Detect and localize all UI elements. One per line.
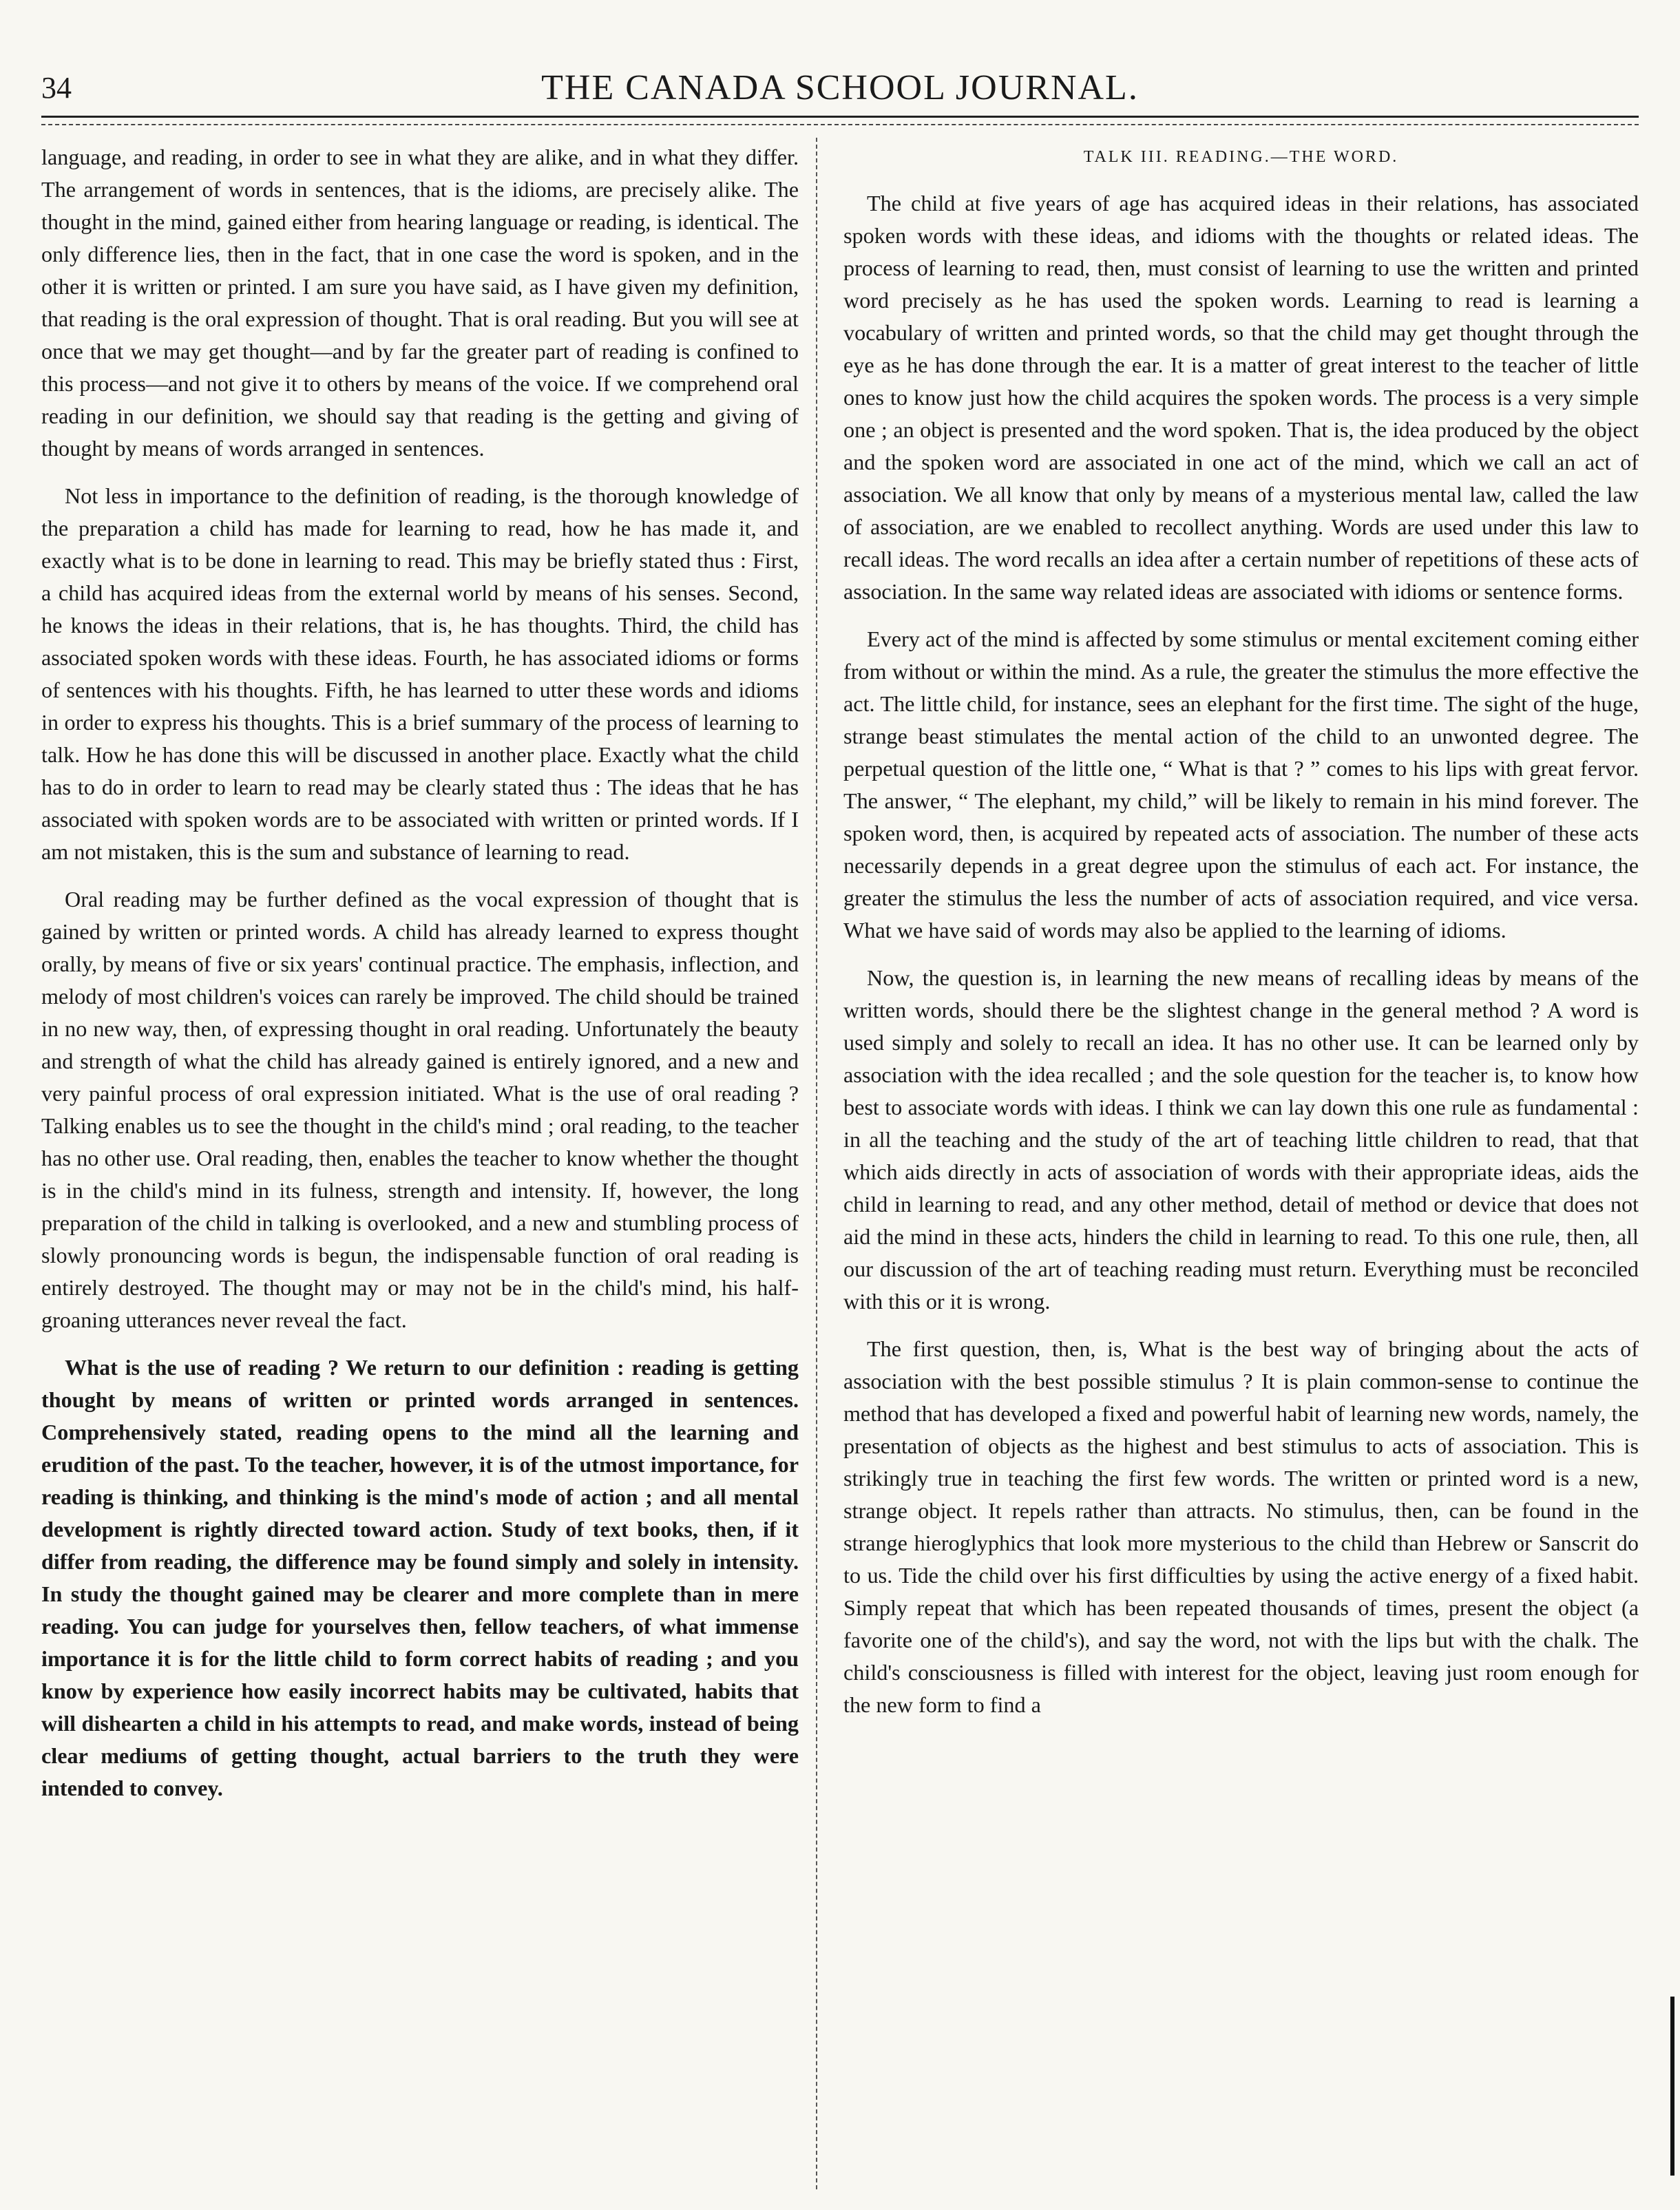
- journal-page: [41, 0, 1639, 2210]
- left-paragraph-4: What is the use of reading ? We return to our definition : reading is getting thought by means of written or printed words arranged in sentences. Comprehensively stated, reading opens to the mind all the learning and erudition of the past. To the teacher, however, it is of the utmost importance, for reading is thinking, and thinking is the mind's mode of action ; and all mental development is rightly directed toward action. Study of text books, then, if it differ from reading, the difference may be found simply and solely in intensity. In study the thought gained may be clearer and more complete than in mere reading. You can judge for yourselves then, fellow teachers, of what immense importance it is for the little child to form correct habits of reading ; and you know by experience how easily incorrect habits may be cultivated, habits that will dishearten a child in his attempts to read, and make words, instead of being clear mediums of getting thought, actual barriers to the truth they were intended to convey.: [41, 1355, 799, 1800]
- right-paragraph-2: Every act of the mind is affected by some stimulus or mental excitement coming either from without or within the mind. As a rule, the greater the stimulus the more effective the act. The little child, for instance, sees an elephant for the first time. The sight of the huge, strange beast stimulates the mental action of the child to an unwonted degree. The perpetual question of the little one, “ What is that ? ” comes to his lips with great fervor. The answer, “ The elephant, my child,” will be likely to remain in his mind forever. The spoken word, then, is acquired by repeated acts of association. The number of these acts necessarily depends in a great degree upon the stimulus of each act. For instance, the greater the stimulus the less the number of acts of association required, and vice versa. What we have said of words may also be applied to the learning of idioms.: [843, 627, 1639, 943]
- header-rule: [41, 116, 1639, 118]
- right-paragraph-3: Now, the question is, in learning the new means of recalling ideas by means of the written words, should there be the slightest change in the general method ? A word is used simply and solely to recall an idea. It has no other use. It can be learned only by association with the idea recalled ; and the sole question for the teacher is, to know how best to associate words with ideas. I think we can lay down this one rule as fundamental : in all the teaching and the study of the art of teaching little children to read, that that which aids directly in acts of association of words with their appropriate ideas, aids the child in learning to read, and any other method, detail of method or device that does not aid the mind in these acts, hinders the child in learning to read. To this one rule, then, all our discussion of the art of teaching reading must return. Everything must be reconciled with this or it is wrong.: [843, 965, 1639, 1314]
- header-rule-dashed: [41, 124, 1639, 125]
- left-paragraph-2: Not less in importance to the definition of reading, is the thorough knowledge of the preparation a child has made for learning to read, how he has made it, and exactly what is to be done in learning to read. This may be briefly stated thus : First, a child has acquired ideas from the external world by means of his senses. Second, he knows the ideas in their relations, that is, he has thoughts. Third, the child has associated spoken words with these ideas. Fourth, he has associated idioms or forms of sentences with his thoughts. Fifth, he has learned to utter these words and idioms in order to express his thoughts. This is a brief summary of the process of learning to talk. How he has done this will be discussed in another place. Exactly what the child has to do in order to learn to read may be clearly stated thus : The ideas that he has associated with spoken words are to be associated with written or printed words. If I am not mistaken, this is the sum and substance of learning to read.: [41, 483, 799, 864]
- column-divider: [816, 138, 817, 2189]
- right-paragraph-4: The first question, then, is, What is the best way of bringing about the acts of association with the best possible stimulus ? It is plain common-sense to continue the method that has developed a fixed and powerful habit of learning new words, namely, the presentation of objects as the highest and best stimulus to acts of association. This is strikingly true in teaching the first few words. The written or printed word is a new, strange object. It repels rather than attracts. No stimulus, then, can be found in the strange hieroglyphics that look more mysterious to the child than Hebrew or Sanscrit do to us. Tide the child over his first difficulties by using the active energy of a fixed habit. Simply repeat that which has been repeated thousands of times, present the object (a favorite one of the child's), and say the word, not with the lips but with the chalk. The child's consciousness is filled with interest for the object, leaving just room enough for the new form to find a: [843, 1336, 1639, 1717]
- left-paragraph-1: language, and reading, in order to see in what they are alike, and in what they differ. The arrangement of words in sentences, that is the idioms, are precisely alike. The thought in the mind, gained either from hearing language or reading, is identical. The only difference lies, then in the fact, that in one case the word is spoken, and in the other it is written or printed. I am sure you have said, as I have given my definition, that reading is the oral expression of thought. That is oral reading. But you will see at once that we may get thought—and by far the greater part of reading is confined to this process—and not give it to others by means of the voice. If we comprehend oral reading in our definition, we should say that reading is the getting and giving of thought by means of words arranged in sentences.: [41, 145, 799, 461]
- journal-title: THE CANADA SCHOOL JOURNAL.: [541, 68, 1139, 107]
- page-header: [41, 62, 1639, 117]
- left-column: [41, 141, 799, 1820]
- page-number: 34: [41, 71, 72, 105]
- left-paragraph-3: Oral reading may be further defined as the vocal expression of thought that is gained by written or printed words. A child has already learned to express thought orally, by means of five or six years' continual practice. The emphasis, inflection, and melody of most children's voices can rarely be improved. The child should be trained in no new way, then, of expressing thought in oral reading. Unfortunately the beauty and strength of what the child has already gained is entirely ignored, and a new and very painful process of oral expression initiated. What is the use of oral reading ? Talking enables us to see the thought in the child's mind ; oral reading, to the teacher has no other use. Oral reading, then, enables the teacher to know whether the thought is in the child's mind in its fulness, strength and intensity. If, however, the long preparation of the child in talking is overlooked, and a new and stumbling process of slowly pronouncing words is begun, the indispensable function of oral reading is entirely destroyed. The thought may or may not be in the child's mind, his half-groaning utterances never reveal the fact.: [41, 887, 799, 1332]
- right-column: [843, 141, 1639, 1736]
- page-edge-mark: [1670, 1997, 1674, 2176]
- right-paragraph-1: The child at five years of age has acquired ideas in their relations, has associated spoken words with these ideas, and idioms with the thoughts or related ideas. The process of learning to read, then, must consist of learning to use the written and printed word precisely as he has used the spoken words. Learning to read is learning a vocabulary of written and printed words, so that the child may get thought through the eye as he has done through the ear. It is a matter of great interest to the teacher of little ones to know just how the child acquires the spoken words. The process is a very simple one ; an object is presented and the word spoken. That is, the idea produced by the object and the spoken word are associated in one act of the mind, which we call an act of association. We all know that only by means of a mysterious mental law, called the law of association, are we enabled to recollect anything. Words are used under this law to recall ideas. The word recalls an idea after a certain number of repetitions of these acts of association. In the same way related ideas are associated with idioms or sentence forms.: [843, 191, 1639, 604]
- section-heading: TALK III. READING.—THE WORD.: [1083, 148, 1399, 166]
